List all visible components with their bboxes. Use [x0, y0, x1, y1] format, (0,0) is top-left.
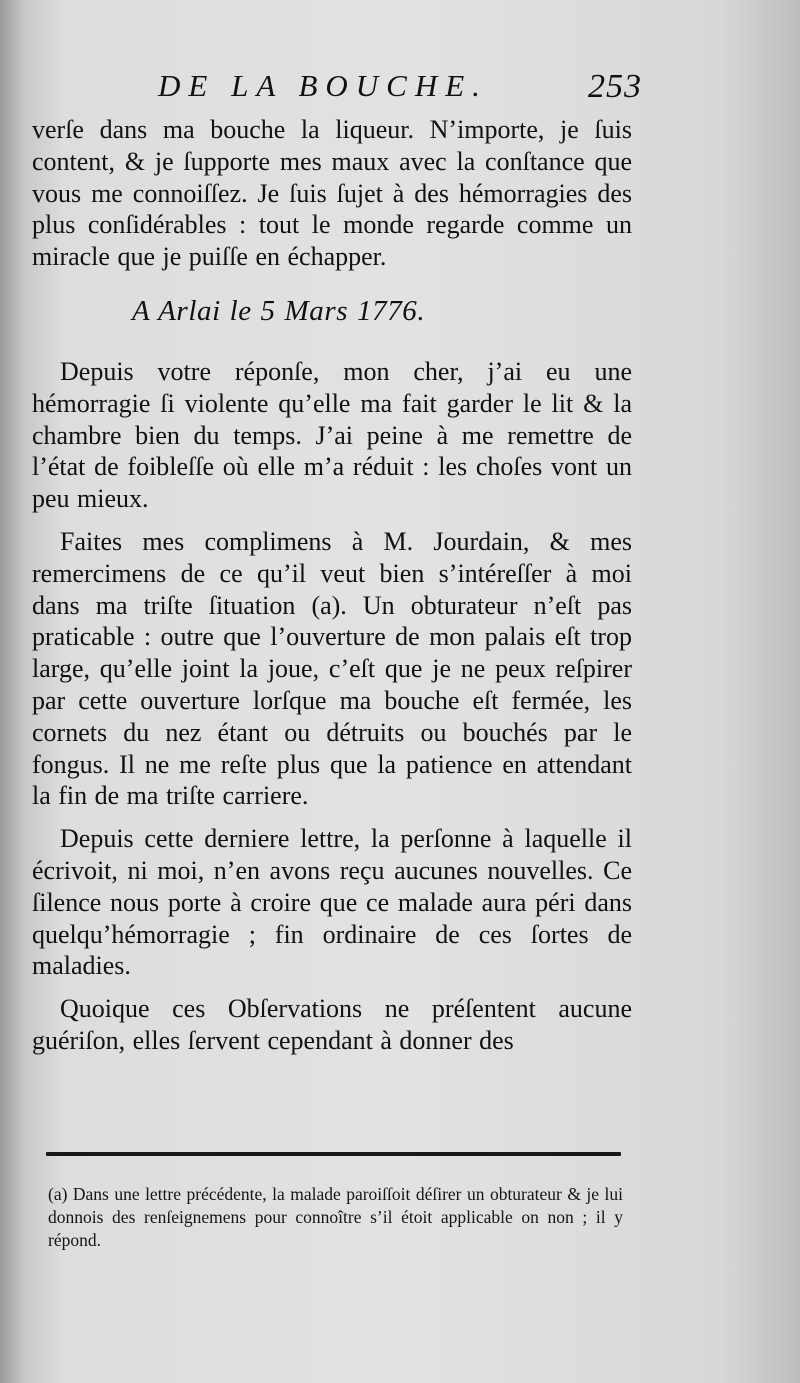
paragraph-observations: Quoique ces Obſervations ne préſentent aucune guériſon, elles ſervent cependant à donner des [32, 994, 632, 1055]
paragraph-letter: Depuis votre réponſe, mon cher, j’ai eu une hémorragie ſi violente qu’elle ma fait garder le lit & la chambre bien du temps. J’ai peine à me remettre de l’état de foibleſſe où elle m’a réduit : les choſes vont un peu mieux. [32, 356, 632, 514]
page-header [0, 68, 800, 108]
running-title: DE LA BOUCHE. [158, 68, 488, 103]
main-text [32, 114, 632, 1057]
page-number: 253 [588, 68, 642, 105]
paragraph-gap [32, 982, 632, 993]
paragraph-gap [32, 812, 632, 823]
paragraph-compliments: Faites mes complimens à M. Jourdain, & mes remercimens de ce qu’il veut bien s’intéreſſer à moi dans ma triſte ſituation (a). Un obturateur n’eſt pas praticable : outre que l’ouverture de mon palais eſt trop large, qu’elle joint la joue, c’eſt que je ne peux reſpirer par cette ouverture lorſque ma bouche eſt fermée, les cornets du nez étant ou détruits ou bouchés par le fongus. Il ne me reſte plus que la patience en attendant la fin de ma triſte carriere. [32, 526, 632, 811]
footnote: (a) Dans une lettre précédente, la malade paroiſſoit déſirer un obturateur & je lui donnois des renſeignemens pour connoître s’il étoit applicable on non ; il y répond. [48, 1184, 623, 1250]
paragraph-gap [32, 515, 632, 526]
footnote-rule [46, 1152, 621, 1156]
paragraph-followup: Depuis cette derniere lettre, la perſonne à laquelle il écrivoit, ni moi, n’en avons reçu aucunes nouvelles. Ce ſilence nous porte à croire que ce malade aura péri dans quelqu’hémorragie ; fin ordinaire de ces ſortes de maladies. [32, 824, 632, 981]
paragraph-continuation: verſe dans ma bouche la liqueur. N’importe, je ſuis content, & je ſupporte mes maux avec la conſtance que vous me connoiſſez. Je ſuis ſujet à des hémorragies des plus conſidérables : tout le monde regarde comme un miracle que je puiſſe en échapper. [32, 115, 632, 272]
letter-date: A Arlai le 5 Mars 1776. [132, 294, 426, 327]
